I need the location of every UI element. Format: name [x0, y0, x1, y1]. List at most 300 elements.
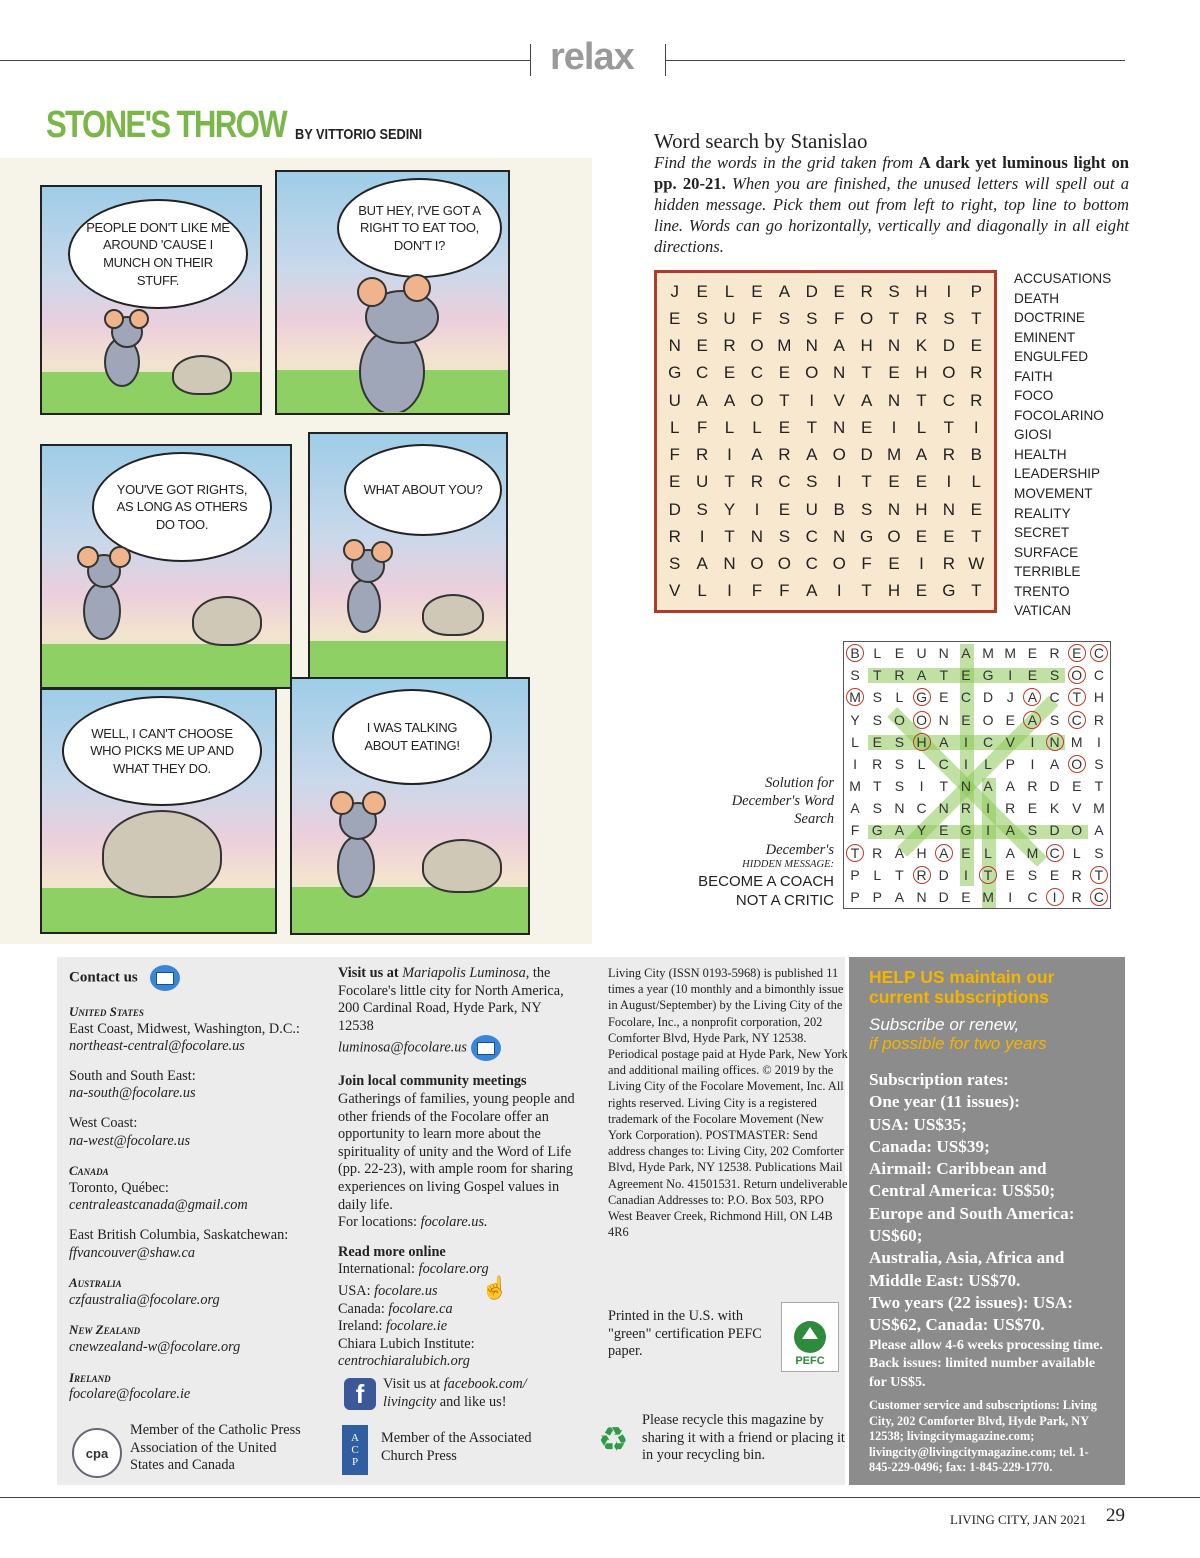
solution-letter: H	[910, 731, 932, 753]
mouse-character	[326, 534, 406, 644]
grid-letter: E	[778, 363, 791, 383]
solution-letter: S	[1049, 667, 1060, 684]
subscribe-subheading: Subscribe or renew,	[869, 1015, 1020, 1034]
solution-letter: A	[1005, 844, 1015, 861]
grid-letter: E	[669, 308, 681, 328]
solution-letter: I	[919, 778, 924, 795]
grid-letter: J	[670, 281, 679, 301]
recycle-text: Please recycle this magazine by sharing it with a friend or placing it in your recycling bin.	[642, 1412, 845, 1464]
speech-bubble: PEOPLE DON'T LIKE ME AROUND 'CAUSE I MUNCH ON THEIR STUFF.	[68, 199, 248, 309]
solution-letter: T	[1094, 778, 1104, 795]
word-list-item: TERRIBLE	[1014, 564, 1081, 580]
word-list-item: REALITY	[1014, 505, 1071, 521]
solution-letter: O	[1066, 664, 1088, 686]
comic-panel-1	[40, 185, 262, 415]
stone-character	[422, 839, 502, 893]
word-list-item: EMINENT	[1014, 329, 1076, 345]
grid-letter: C	[695, 363, 709, 383]
grid-letter: L	[669, 417, 680, 437]
grid-letter: E	[696, 336, 708, 356]
grid-letter: F	[861, 554, 872, 574]
grid-letter: V	[669, 581, 681, 601]
grid-letter: S	[696, 308, 708, 328]
word-list-item: TRENTO	[1014, 583, 1070, 599]
grid-letter: W	[968, 554, 985, 574]
grid-letter: H	[860, 336, 873, 356]
link-canada[interactable]: focolare.ca	[388, 1300, 453, 1317]
solution-letter: E	[1049, 866, 1060, 883]
solution-letter: R	[1005, 800, 1016, 817]
solution-letter: L	[873, 645, 882, 662]
solution-letter: N	[894, 800, 905, 817]
solution-letter: J	[1006, 689, 1014, 706]
solution-letter: V	[1072, 800, 1082, 817]
solution-letter: E	[1005, 866, 1015, 883]
grid-letter: I	[809, 390, 815, 410]
solution-letter: C	[1088, 886, 1110, 908]
customer-service: Customer service and subscriptions: Living City, 202 Comforter Blvd, Hyde Park, NY 12538; livingcitymagazine.com; livingcity@livingcitymagazine.com; tel. 1-845-229-0496; fax: 1-845-229-1770.	[869, 1398, 1097, 1475]
solution-letter: C	[916, 800, 927, 817]
grid-letter: M	[886, 445, 902, 465]
grid-letter: F	[669, 445, 680, 465]
grid-letter: R	[970, 363, 983, 383]
solution-letter: R	[1071, 888, 1082, 905]
grid-letter: D	[942, 336, 955, 356]
subscription-box	[849, 957, 1125, 1485]
grid-letter: D	[668, 499, 681, 519]
speech-bubble: WELL, I CAN'T CHOOSE WHO PICKS ME UP AND WHAT THEY DO.	[62, 696, 262, 806]
solution-letter: I	[1043, 886, 1065, 908]
solution-letter: V	[1005, 733, 1015, 750]
contact-email[interactable]: na-west@focolare.us	[69, 1132, 191, 1149]
solution-letter: E	[894, 645, 905, 662]
grid-letter: O	[887, 526, 901, 546]
grid-letter: S	[943, 308, 955, 328]
grid-letter: G	[860, 526, 874, 546]
grid-letter: U	[668, 390, 681, 410]
facebook-text: Visit us at facebook.com/ livingcity and like us!	[383, 1376, 527, 1410]
grid-letter: L	[752, 417, 762, 437]
solution-letter: L	[895, 689, 904, 706]
grid-letter: C	[942, 390, 955, 410]
stone-character	[102, 810, 222, 898]
grid-letter: R	[750, 472, 764, 492]
grid-letter: H	[915, 499, 928, 519]
solution-letter: I	[1008, 888, 1013, 905]
solution-letter: E	[961, 667, 971, 684]
solution-letter: A	[1005, 778, 1015, 795]
solution-letter: N	[938, 645, 949, 662]
grid-letter: N	[887, 499, 901, 519]
solution-letter: O	[893, 711, 905, 728]
publisher-info: Living City (ISSN 0193-5968) is published 11 times a year (10 monthly and a bimonthly issue in August/September) by the Living City of the Focolare, Inc., a nonprofit corporation, 202 Comforter Blvd, Hyde Park, NY 12538. Periodical postage paid at Hyde Park, New York and additional mailing offices. © 2019 by the Living City of the Focolare Movement, Inc. All rights reserved. Living City is a registered trademark of the Focolare Movement (New York Corporation). POSTMASTER: Send address changes to: Living City, 202 Comforter Blvd, Hyde Park, NY 12538. Publications Mail Agreement No. 41501531. Return undeliverable Canadian Addresses to: P.O. Box 503, RPO West Beaver Creek, Richmond Hill, ON L4B 4R6	[608, 966, 848, 1240]
solution-letter: F	[850, 822, 860, 839]
header-rule-left	[0, 60, 530, 61]
grid-letter: I	[919, 554, 924, 574]
grid-letter: E	[696, 281, 708, 301]
mouse-character	[312, 779, 402, 909]
solution-letter: T	[872, 778, 882, 795]
grid-letter: N	[833, 526, 846, 546]
grid-letter: E	[669, 472, 681, 492]
grid-letter: L	[971, 472, 982, 492]
grid-letter: E	[915, 526, 928, 546]
word-list-item: SECRET	[1014, 525, 1070, 541]
solution-letter: A	[1049, 755, 1060, 772]
solution-letter: A	[850, 800, 860, 817]
solution-letter: L	[873, 866, 882, 883]
solution-letter: P	[850, 866, 860, 883]
solution-letter: R	[894, 667, 905, 684]
solution-letter: S	[1094, 844, 1104, 861]
solution-grid	[843, 641, 1111, 909]
hand-pointer-icon: ☝	[481, 1274, 509, 1300]
subscription-heading: HELP US maintain our current subscriptions	[869, 967, 1055, 1007]
subscribe-subheading-2: if possible for two years	[869, 1034, 1047, 1053]
comic-panel-3	[40, 444, 292, 689]
solution-letter: S	[894, 755, 905, 772]
link-international[interactable]: focolare.org	[418, 1261, 489, 1278]
grid-letter: T	[971, 526, 982, 546]
solution-letter: C	[938, 755, 949, 772]
solution-letter: A	[961, 645, 971, 662]
solution-letter: R	[960, 800, 971, 817]
solution-letter: C	[1088, 642, 1110, 664]
grid-letter: O	[860, 308, 874, 328]
stone-character	[422, 594, 484, 636]
grid-letter: E	[778, 499, 791, 519]
link-chiara-lubich[interactable]: centrochiaralubich.org	[338, 1353, 470, 1370]
grid-letter: S	[860, 499, 873, 519]
grid-letter: E	[970, 499, 982, 519]
solution-letter: M	[844, 686, 866, 708]
contact-email[interactable]: centraleastcanada@gmail.com	[69, 1197, 248, 1214]
grid-letter: F	[751, 308, 763, 328]
grid-letter: L	[724, 281, 735, 301]
solution-letter: T	[977, 864, 999, 886]
facebook-icon[interactable]: f	[344, 1378, 376, 1410]
solution-letter: S	[872, 711, 882, 728]
solution-letter: A	[1005, 822, 1015, 839]
solution-letter: I	[1096, 733, 1101, 750]
grid-letter: I	[727, 581, 732, 601]
recycle-icon: ♻	[598, 1422, 629, 1459]
grid-letter: E	[888, 472, 900, 492]
solution-letter: E	[872, 733, 882, 750]
grid-letter: C	[805, 526, 818, 546]
visit-column: Visit us at Mariapolis Luminosa, the Focolare's little city for North America, 200 Cardinal Road, Hyde Park, NY 12538 luminosa@focolare.us Join local community meetings Gatherings of families, young people and other friends of the Focolare offer an opportunity to learn more about the spirituality of unity and the Word of Life (pp. 22-23), with ample room for sharing experiences on living Gospel values in daily life. For locations: focolare.us. Read more online International: focolare.org USA: focolare.us ☝ Canada: focolare.ca Ireland: focolare.ie Chiara Lubich Institute: centrochiaralubich.org	[338, 965, 598, 1371]
grid-letter: T	[779, 390, 790, 410]
contact-label: East Coast, Midwest, Washington, D.C.:	[69, 1020, 300, 1037]
solution-letter: N	[916, 888, 927, 905]
solution-letter: S	[872, 689, 882, 706]
grid-letter: I	[946, 472, 952, 492]
solution-letter: P	[872, 888, 882, 905]
pefc-text: Printed in the U.S. with "green" certification PEFC paper.	[608, 1308, 762, 1360]
grid-letter: S	[778, 526, 791, 546]
word-search-grid	[654, 270, 997, 613]
luminosa-email[interactable]: luminosa@focolare.us	[338, 1039, 467, 1056]
grid-letter: R	[778, 445, 791, 465]
word-list-item: HEALTH	[1014, 446, 1067, 462]
grid-letter: S	[806, 308, 818, 328]
grid-letter: U	[723, 308, 736, 328]
region-heading: Canada	[69, 1163, 109, 1179]
grid-letter: K	[915, 336, 928, 356]
acp-member-text: Member of the Associated Church Press	[381, 1430, 532, 1464]
word-list-item: ACCUSATIONS	[1014, 271, 1112, 286]
solution-letter: S	[1094, 755, 1104, 772]
contact-email[interactable]: cnewzealand-w@focolare.org	[69, 1338, 241, 1355]
solution-letter: I	[1030, 755, 1035, 772]
solution-letter: S	[894, 778, 905, 795]
grid-letter: Y	[723, 499, 736, 519]
grid-letter: N	[833, 363, 846, 383]
solution-letter: T	[939, 667, 949, 684]
solution-letter: E	[939, 689, 949, 706]
grid-letter: S	[806, 472, 818, 492]
solution-letter: Y	[916, 822, 927, 839]
solution-letter: E	[1072, 778, 1082, 795]
speech-bubble: YOU'VE GOT RIGHTS, AS LONG AS OTHERS DO TOO.	[92, 452, 272, 562]
solution-letter: L	[917, 755, 926, 772]
comic-panel-5	[40, 688, 277, 934]
contact-email[interactable]: na-south@focolare.us	[69, 1085, 196, 1102]
solution-letter: D	[1049, 778, 1060, 795]
solution-letter: S	[872, 800, 882, 817]
solution-letter: T	[939, 778, 949, 795]
solution-letter: A	[939, 733, 949, 750]
solution-letter: O	[910, 708, 932, 730]
solution-letter: P	[1005, 755, 1015, 772]
solution-letter: N	[938, 711, 949, 728]
grid-letter: H	[887, 581, 901, 601]
grid-letter: I	[891, 417, 897, 437]
solution-letter: S	[1027, 866, 1038, 883]
solution-letter: R	[872, 844, 883, 861]
grid-letter: O	[750, 336, 764, 356]
hidden-message-label: December's HIDDEN MESSAGE:	[742, 842, 834, 870]
solution-letter: O	[1066, 753, 1088, 775]
grid-letter: N	[833, 417, 846, 437]
solution-letter: I	[853, 755, 858, 772]
grid-letter: R	[695, 445, 709, 465]
mouse-character	[62, 541, 142, 651]
grid-letter: G	[942, 581, 956, 601]
solution-letter: E	[1027, 800, 1038, 817]
grid-letter: O	[805, 363, 819, 383]
link-usa[interactable]: focolare.us	[374, 1282, 438, 1299]
solution-letter: D	[983, 689, 994, 706]
grid-letter: O	[832, 554, 846, 574]
grid-letter: B	[970, 445, 982, 465]
solution-letter: T	[844, 841, 866, 863]
solution-letter: E	[1066, 642, 1088, 664]
word-list-item: GIOSI	[1014, 427, 1052, 443]
header-tick-left	[530, 44, 531, 76]
grid-letter: I	[836, 472, 842, 492]
word-list-item: ENGULFED	[1014, 349, 1089, 365]
grid-letter: T	[724, 472, 735, 492]
grid-letter: H	[915, 281, 928, 301]
contact-email[interactable]: focolare@focolare.ie	[69, 1386, 191, 1403]
solution-letter: A	[1094, 822, 1104, 839]
grid-letter: E	[833, 281, 845, 301]
grid-letter: L	[916, 417, 927, 437]
acp-logo: ACP	[342, 1425, 368, 1475]
grid-letter: F	[696, 417, 708, 437]
grid-letter: E	[860, 417, 873, 437]
processing-note: Please allow 4-6 weeks processing time. Back issues: limited number available for US$5.	[869, 1337, 1103, 1390]
hidden-message: BECOME A COACH NOT A CRITIC	[698, 873, 834, 909]
grid-letter: T	[888, 308, 900, 328]
speech-bubble: BUT HEY, I'VE GOT A RIGHT TO EAT TOO, DON'T I?	[337, 178, 502, 278]
solution-caption: Solution for December's Word Search	[731, 775, 834, 827]
word-list-item: FOCO	[1014, 388, 1054, 404]
solution-letter: M	[1026, 844, 1039, 861]
solution-letter: D	[938, 866, 949, 883]
solution-letter: C	[960, 689, 971, 706]
solution-letter: O	[1071, 822, 1083, 839]
solution-letter: R	[1049, 645, 1060, 662]
facebook-link[interactable]: facebook.com/ livingcity	[383, 1376, 527, 1410]
solution-letter: E	[939, 822, 949, 839]
solution-letter: I	[963, 755, 968, 772]
comic-panel-4	[308, 432, 508, 689]
solution-letter: L	[984, 844, 992, 861]
link-ireland[interactable]: focolare.ie	[386, 1318, 448, 1335]
meetings-text: Gatherings of families, young people and other friends of the Focolare offer an opportunity to learn more about the spirituality of unity and the Word of Life (pp. 22-23), with ample room for sharing experiences on living Gospel values in daily life.	[338, 1090, 575, 1213]
solution-letter: E	[961, 711, 971, 728]
word-list-item: DOCTRINE	[1014, 310, 1085, 326]
grid-letter: H	[915, 363, 928, 383]
solution-letter: E	[1005, 711, 1015, 728]
grid-letter: R	[668, 526, 681, 546]
solution-letter: T	[1066, 686, 1088, 708]
solution-letter: R	[910, 864, 932, 886]
grid-letter: G	[668, 363, 682, 383]
solution-letter: S	[850, 667, 860, 684]
grid-letter: I	[699, 526, 705, 546]
solution-letter: S	[894, 733, 905, 750]
grid-letter: R	[915, 308, 928, 328]
grid-letter: N	[750, 526, 764, 546]
contact-label: Toronto, Québec:	[69, 1179, 169, 1196]
grid-letter: T	[943, 417, 955, 437]
solution-letter: I	[1008, 667, 1013, 684]
cpa-logo: cpa	[72, 1428, 122, 1478]
speech-bubble: I WAS TALKING ABOUT EATING!	[332, 689, 492, 785]
grid-letter: I	[836, 581, 842, 601]
grid-letter: R	[970, 390, 983, 410]
grid-letter: A	[860, 390, 873, 410]
grid-letter: D	[860, 445, 873, 465]
word-list-item: FAITH	[1014, 368, 1053, 384]
grid-letter: I	[973, 417, 979, 437]
grid-letter: A	[806, 581, 818, 601]
solution-letter: T	[1088, 864, 1110, 886]
mail-icon[interactable]	[471, 1035, 501, 1061]
contact-email[interactable]: ffvancouver@shaw.ca	[69, 1244, 196, 1261]
solution-letter: A	[894, 844, 905, 861]
locations-link[interactable]: focolare.us.	[420, 1214, 488, 1231]
solution-letter: H	[1093, 689, 1104, 706]
stone-character	[192, 596, 262, 646]
solution-letter: M	[1004, 645, 1017, 662]
grid-letter: E	[778, 417, 791, 437]
grid-letter: E	[915, 581, 928, 601]
speech-bubble: WHAT ABOUT YOU?	[344, 444, 502, 536]
word-list	[1014, 269, 1111, 621]
grid-letter: S	[888, 281, 900, 301]
grid-letter: U	[695, 472, 709, 492]
solution-letter: R	[1093, 711, 1104, 728]
grid-letter: A	[696, 390, 708, 410]
solution-letter: T	[895, 866, 904, 883]
solution-letter: D	[1049, 822, 1060, 839]
solution-letter: A	[983, 778, 993, 795]
word-search-instructions: Find the words in the grid taken from A dark yet luminous light on pp. 20-21. When you are finished, the unused letters will spell out a hidden message. Pick them out from left to right, top line to bottom line. Words can go horizontally, vertically and diagonally in all eight directions.	[654, 153, 1129, 256]
word-list-item: FOCOLARINO	[1014, 407, 1104, 423]
grid-letter: O	[750, 390, 764, 410]
grid-letter: T	[806, 417, 817, 437]
solution-letter: G	[910, 686, 932, 708]
solution-letter: D	[938, 888, 949, 905]
grid-letter: F	[834, 308, 845, 328]
comic-title: STONE'S THROW	[46, 104, 287, 146]
grid-letter: E	[888, 554, 900, 574]
solution-letter: I	[963, 733, 968, 750]
solution-letter: S	[1049, 711, 1060, 728]
solution-letter: N	[938, 800, 949, 817]
solution-letter: A	[894, 888, 905, 905]
grid-letter: D	[805, 281, 818, 301]
region-heading: United States	[69, 1004, 144, 1019]
solution-letter: E	[1027, 667, 1038, 684]
grid-letter: O	[750, 554, 764, 574]
solution-letter: L	[984, 755, 992, 772]
contact-email[interactable]: northeast-central@focolare.us	[69, 1038, 245, 1055]
grid-letter: V	[833, 390, 845, 410]
cpa-member-text: Member of the Catholic Press Association of the United States and Canada	[130, 1422, 301, 1474]
comic-byline: BY VITTORIO SEDINI	[295, 126, 423, 143]
grid-letter: S	[669, 554, 681, 574]
solution-letter: C	[1027, 888, 1038, 905]
grid-letter: M	[777, 336, 792, 356]
mail-icon[interactable]	[150, 965, 180, 991]
grid-letter: F	[779, 581, 790, 601]
grid-letter: R	[860, 281, 873, 301]
contact-column	[69, 965, 329, 1416]
solution-letter: A	[894, 822, 905, 839]
contact-label: West Coast:	[69, 1114, 138, 1131]
solution-letter: S	[1027, 822, 1038, 839]
grid-letter: R	[942, 554, 955, 574]
grid-letter: T	[724, 526, 735, 546]
grid-letter: L	[724, 417, 735, 437]
contact-email[interactable]: czfaustralia@focolare.org	[69, 1291, 220, 1308]
section-title: relax	[550, 36, 634, 78]
solution-letter: M	[982, 645, 994, 662]
page-number: 29	[1106, 1505, 1125, 1526]
solution-letter: I	[986, 822, 991, 839]
solution-letter: P	[850, 888, 860, 905]
solution-letter: C	[1093, 667, 1104, 684]
grid-letter: R	[942, 445, 955, 465]
region-heading: New Zealand	[69, 1322, 141, 1338]
folio: LIVING CITY, JAN 2021	[950, 1512, 1087, 1527]
grid-letter: A	[806, 445, 818, 465]
